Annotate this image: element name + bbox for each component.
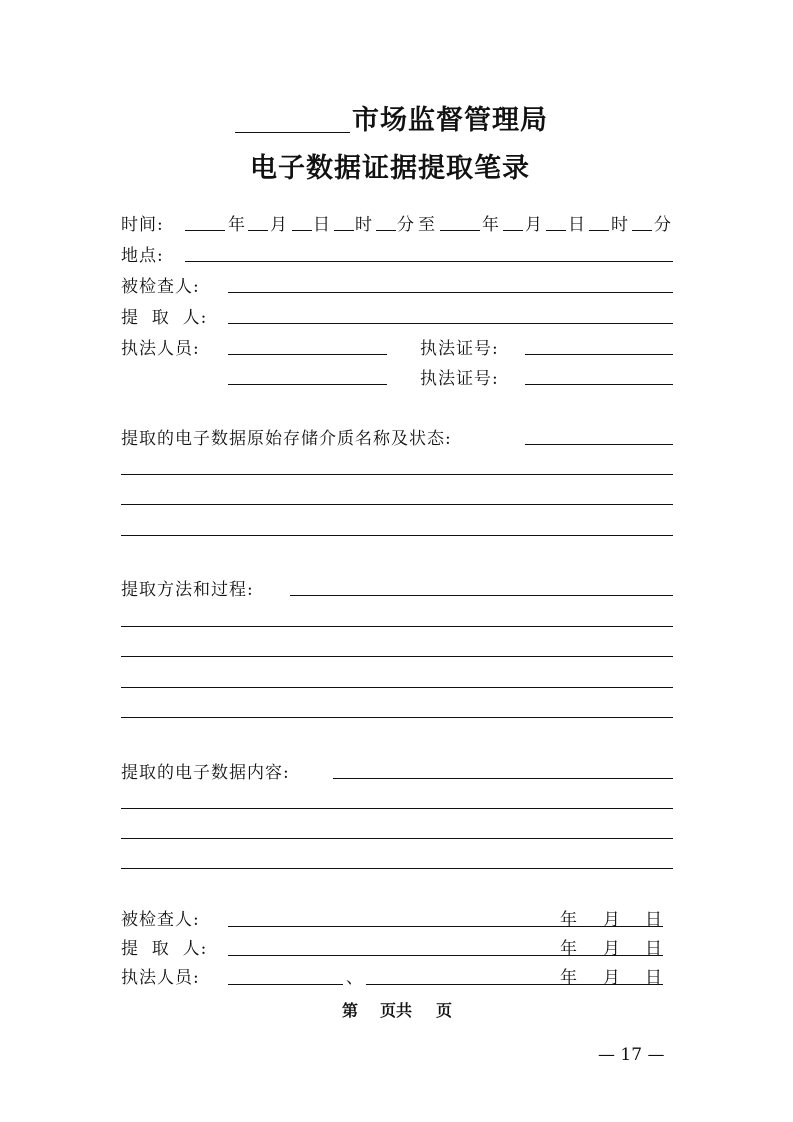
inspected-blank[interactable] (228, 292, 673, 293)
end-minute-blank[interactable] (632, 230, 652, 231)
sig-extractor-day: 日 (645, 939, 663, 959)
extractor-label: 提 取 人: (121, 308, 208, 328)
inspected-label: 被检查人: (121, 277, 200, 297)
end-month-blank[interactable] (503, 230, 523, 231)
form-title: 电子数据证据提取笔录 (250, 153, 530, 184)
start-year-label: 年 (228, 215, 246, 235)
start-minute-blank[interactable] (376, 230, 396, 231)
end-hour-label: 时 (611, 215, 629, 235)
method-blank-2[interactable] (121, 626, 673, 627)
content-blank-3[interactable] (121, 838, 673, 839)
agency-suffix: 市场监督管理局 (352, 105, 548, 136)
end-year-blank[interactable] (440, 230, 480, 231)
media-section-label: 提取的电子数据原始存储介质名称及状态: (121, 429, 452, 449)
officers-label: 执法人员: (121, 339, 200, 359)
cert-no-label-1: 执法证号: (420, 339, 499, 359)
start-hour-blank[interactable] (334, 230, 354, 231)
method-blank-4[interactable] (121, 687, 673, 688)
page-number: — 17 — (598, 1045, 665, 1065)
sig-inspected-year: 年 (560, 910, 578, 930)
sig-officers-separator: 、 (346, 968, 364, 988)
method-blank-3[interactable] (121, 656, 673, 657)
cert-no-1-blank[interactable] (525, 354, 673, 355)
footer-page: 页 (436, 1001, 453, 1020)
media-blank-4[interactable] (121, 535, 673, 536)
method-blank-1[interactable] (290, 595, 673, 596)
cert-no-2-blank[interactable] (525, 384, 673, 385)
method-blank-5[interactable] (121, 717, 673, 718)
start-month-label: 月 (270, 215, 288, 235)
start-hour-label: 时 (355, 215, 373, 235)
sig-officers-label: 执法人员: (121, 968, 200, 988)
agency-name-blank[interactable] (235, 132, 350, 133)
place-label: 地点: (121, 246, 164, 266)
content-blank-2[interactable] (121, 808, 673, 809)
end-day-blank[interactable] (546, 230, 566, 231)
end-minute-label: 分 (654, 215, 672, 235)
footer-page-total: 页共 (380, 1001, 413, 1020)
sig-officer-1-blank[interactable] (228, 984, 343, 985)
media-blank-1[interactable] (525, 444, 673, 445)
sig-officers-year: 年 (560, 968, 578, 988)
media-blank-3[interactable] (121, 504, 673, 505)
cert-no-label-2: 执法证号: (420, 369, 499, 389)
to-label: 至 (418, 215, 436, 235)
start-day-blank[interactable] (292, 230, 312, 231)
officer-2-blank[interactable] (228, 384, 387, 385)
end-day-label: 日 (568, 215, 586, 235)
start-year-blank[interactable] (185, 230, 225, 231)
sig-extractor-blank[interactable] (228, 955, 663, 956)
sig-inspected-day: 日 (645, 910, 663, 930)
content-blank-4[interactable] (121, 868, 673, 869)
content-blank-1[interactable] (333, 778, 673, 779)
start-month-blank[interactable] (248, 230, 268, 231)
end-month-label: 月 (525, 215, 543, 235)
footer-di: 第 (342, 1001, 359, 1020)
sig-inspected-month: 月 (603, 910, 621, 930)
sig-inspected-label: 被检查人: (121, 910, 200, 930)
place-blank[interactable] (185, 261, 673, 262)
end-hour-blank[interactable] (589, 230, 609, 231)
content-section-label: 提取的电子数据内容: (121, 763, 290, 783)
end-year-label: 年 (482, 215, 500, 235)
time-label: 时间: (121, 215, 164, 235)
sig-inspected-blank[interactable] (228, 926, 663, 927)
sig-extractor-year: 年 (560, 939, 578, 959)
start-minute-label: 分 (397, 215, 415, 235)
sig-extractor-month: 月 (603, 939, 621, 959)
sig-officers-month: 月 (603, 968, 621, 988)
sig-officers-day: 日 (645, 968, 663, 988)
sig-extractor-label: 提 取 人: (121, 939, 208, 959)
method-section-label: 提取方法和过程: (121, 580, 254, 600)
start-day-label: 日 (313, 215, 331, 235)
media-blank-2[interactable] (121, 474, 673, 475)
extractor-blank[interactable] (228, 323, 673, 324)
officer-1-blank[interactable] (228, 354, 387, 355)
